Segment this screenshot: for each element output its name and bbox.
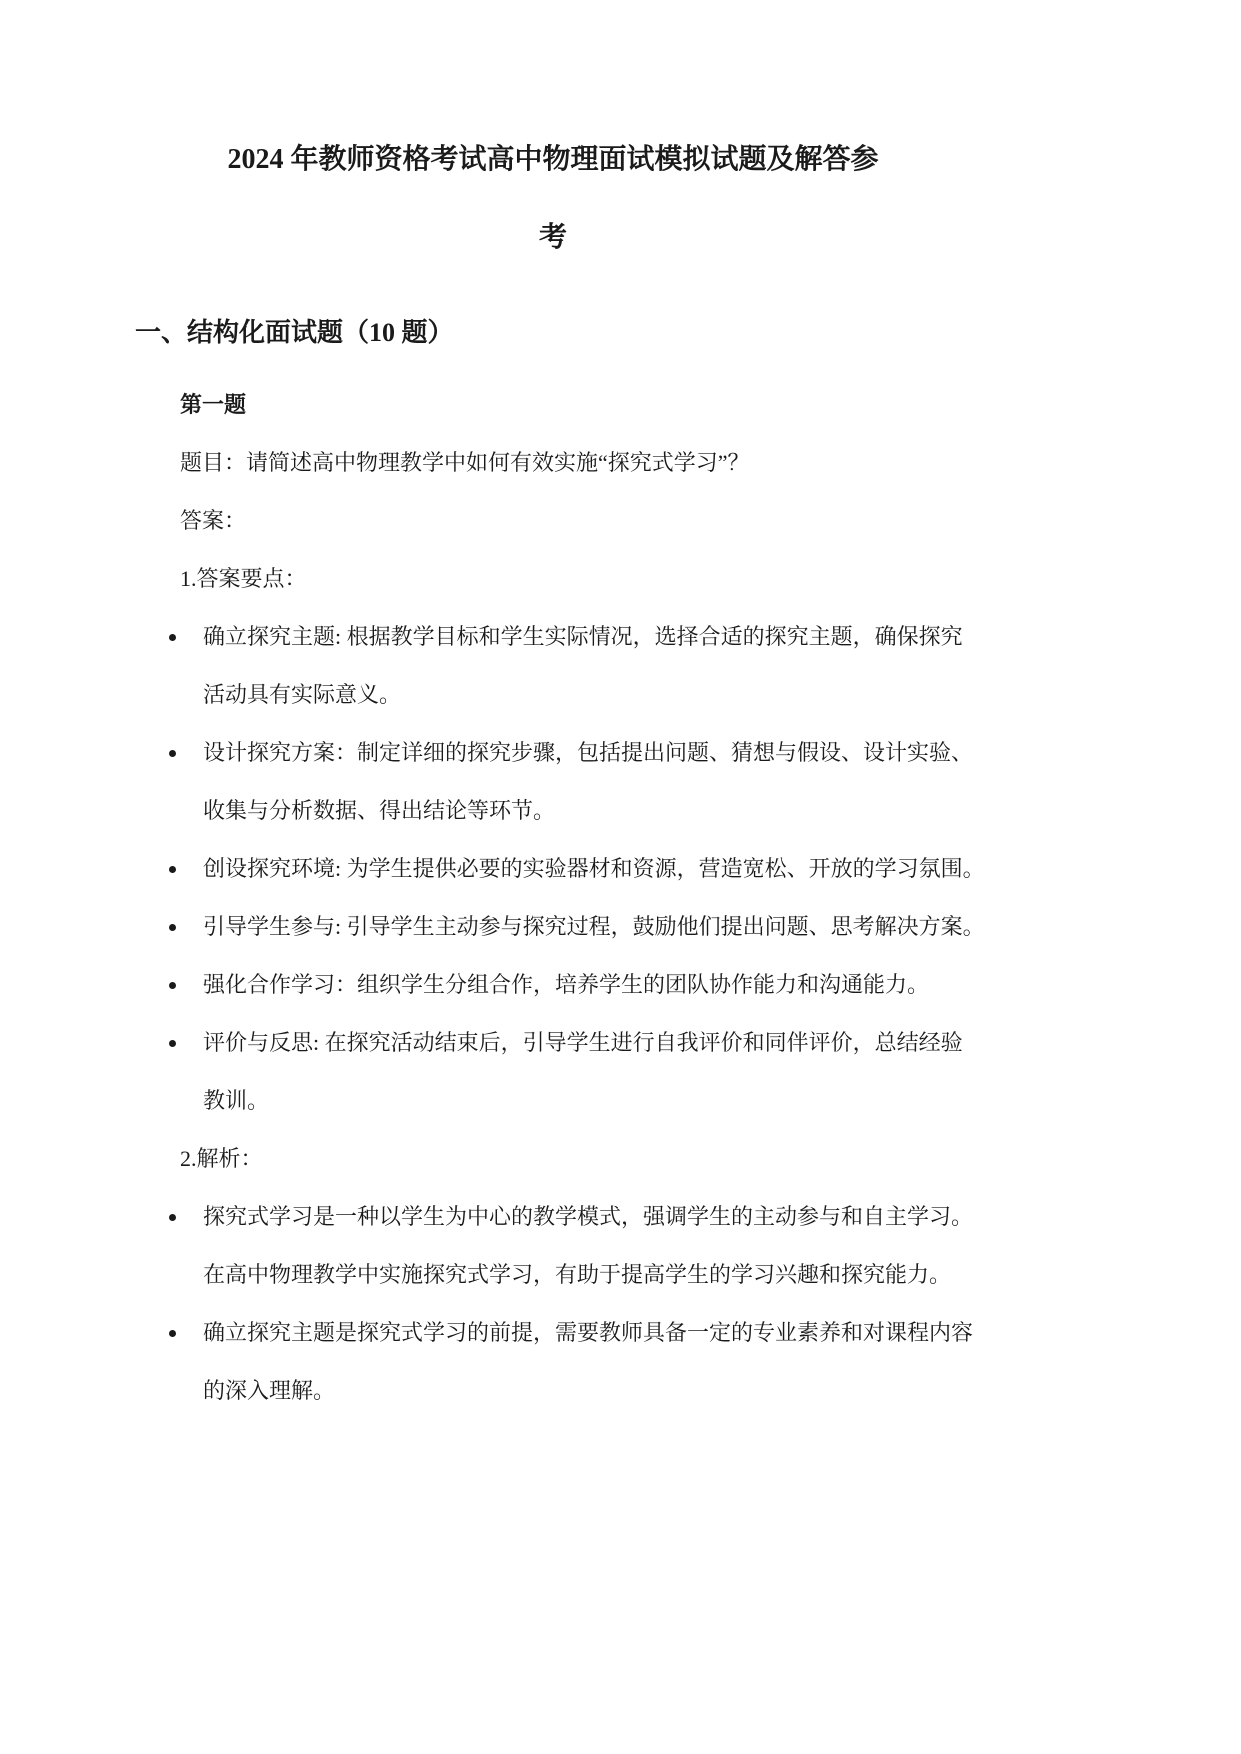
bullet-marker — [169, 634, 176, 641]
list-item — [135, 840, 985, 898]
bullet-marker — [169, 866, 176, 873]
list-item — [135, 724, 974, 840]
list-item-line: 教训。 — [203, 1088, 270, 1113]
list-item-line: 的深入理解。 — [203, 1378, 336, 1403]
title-line-2: 考 — [538, 222, 567, 253]
list-item-line: 强化合作学习：组织学生分组合作，培养学生的团队协作能力和沟通能力。 — [203, 972, 930, 997]
list-item-line: 探究式学习是一种以学生为中心的教学模式，强调学生的主动参与和自主学习。 — [203, 1204, 974, 1229]
list-item-line: 创设探究环境: 为学生提供必要的实验器材和资源，营造宽松、开放的学习氛围。 — [203, 856, 985, 881]
list-item-line: 设计探究方案：制定详细的探究步骤，包括提出问题、猜想与假设、设计实验、 — [203, 740, 974, 765]
list-item — [135, 1188, 974, 1304]
analysis-heading: 2.解析： — [180, 1146, 263, 1171]
document-title — [135, 121, 971, 277]
title-line-1: 2024 年教师资格考试高中物理面试模拟试题及解答参 — [227, 144, 879, 175]
list-item — [135, 1304, 974, 1420]
list-item-line: 收集与分析数据、得出结论等环节。 — [203, 798, 556, 823]
points-heading: 1.答案要点： — [180, 566, 307, 591]
bullet-marker — [169, 1330, 176, 1337]
answer-label: 答案： — [180, 508, 247, 533]
section-heading: 一、结构化面试题（10 题） — [135, 318, 454, 347]
list-item-line: 活动具有实际意义。 — [203, 682, 402, 707]
bullet-marker — [169, 750, 176, 757]
list-item — [135, 898, 985, 956]
list-item-line: 引导学生参与: 引导学生主动参与探究过程，鼓励他们提出问题、思考解决方案。 — [203, 914, 985, 939]
question-prompt: 题目：请简述高中物理教学中如何有效实施“探究式学习”？ — [180, 450, 750, 475]
bullet-marker — [169, 982, 176, 989]
list-item-line: 评价与反思: 在探究活动结束后，引导学生进行自我评价和同伴评价，总结经验 — [203, 1030, 963, 1055]
list-item — [135, 1014, 971, 1130]
list-item — [135, 608, 971, 724]
bullet-marker — [169, 924, 176, 931]
question-number: 第一题 — [180, 392, 247, 417]
list-item-line: 在高中物理教学中实施探究式学习，有助于提高学生的学习兴趣和探究能力。 — [203, 1262, 952, 1287]
bullet-marker — [169, 1214, 176, 1221]
document-page — [135, 121, 985, 1420]
bullet-marker — [169, 1040, 176, 1047]
list-item-line: 确立探究主题是探究式学习的前提，需要教师具备一定的专业素养和对课程内容 — [203, 1320, 974, 1345]
list-item-line: 确立探究主题: 根据教学目标和学生实际情况，选择合适的探究主题，确保探究 — [203, 624, 963, 649]
list-item — [135, 956, 971, 1014]
